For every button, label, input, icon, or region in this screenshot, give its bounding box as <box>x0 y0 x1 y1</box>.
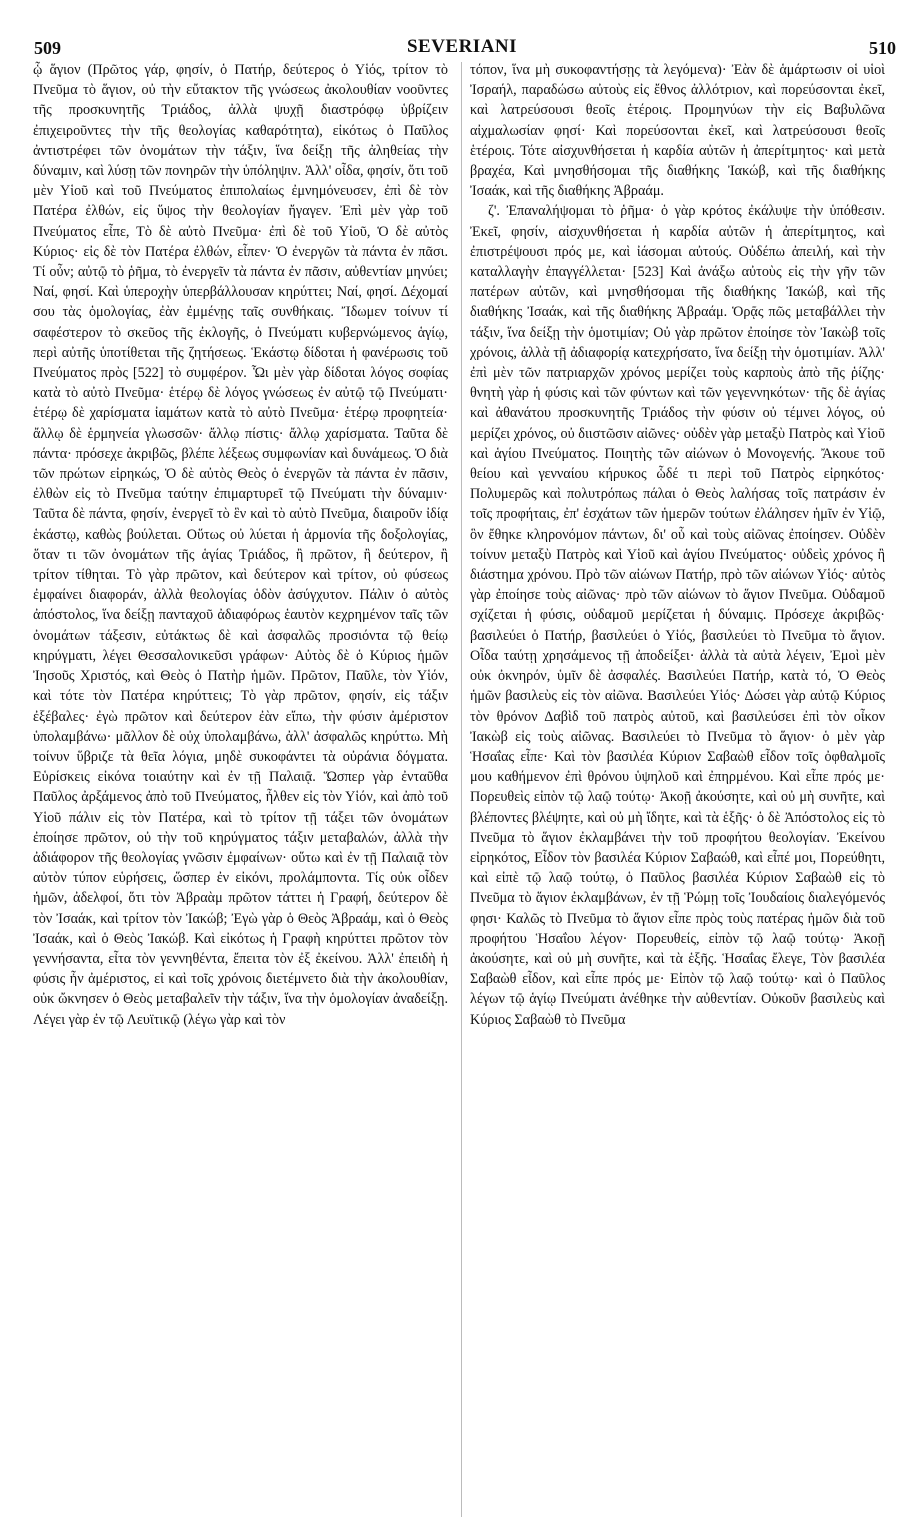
page-number-right: 510 <box>869 38 896 58</box>
right-column-paragraph-2: ζ'. Ἐπαναλήψομαι τὸ ῥῆμα· ὁ γὰρ κρότος ἐκάλυψε τὴν ὑπόθεσιν. Ἐκεῖ, φησίν, αἰσχυνθήσεται ἡ καρδία αὐτῶν ἡ ἀπερίτμητος, καὶ ἐπιστρέψουσι πρός με, καὶ ἰάσομαι αὐτούς. Οὐδέπω ἀπειλή, καὶ τὴν καταλλαγὴν ἐπαγγέλλεται· [523] Καὶ ἀνάξω αὐτοὺς εἰς τὴν γῆν τῶν πατέρων αὐτῶν, καὶ μνησθήσομαι τῆς διαθήκης Ἰακώβ, καὶ τῆς διαθήκης Ἰσαάκ, καὶ τῆς διαθήκης Ἀβραάμ. Ὁρᾷς πῶς μεταβάλλει τὴν τάξιν, ἵνα δείξῃ τὴν ὁμοτιμίαν; Οὐ γὰρ πρῶτον ἐποίησε τὸν Ἰακὼβ τοῖς χρόνοις, ἀλλὰ τῇ ἀδιαφορίᾳ κατεχρήσατο, ἵνα δείξῃ τὴν ὁμοτιμίαν. Ἀλλ' ἐπὶ μὲν τῶν πατριαρχῶν χρόνος μερίζει τοὺς καρποὺς ἀπὸ τῆς ῥίζης· θνητὴ γὰρ ἡ φύσις καὶ τῶν φύντων καὶ τῶν γεγεννηκότων· τῆς δὲ ἁγίας καὶ ἀθανάτου προσκυνητῆς Τριάδος τὴν φύσιν οὐ τέμνει λόγος, οὐ μερίζει χρόνος, οὐ διιστῶσιν αἰῶνες· οὐδὲν γὰρ μεταξὺ Πατρὸς καὶ Υἱοῦ καὶ ἁγίου Πνεύματος. Ποιητὴς τῶν αἰώνων ὁ Μονογενής. Ἄκουε τοῦ θείου καὶ γενναίου κήρυκος ὧδέ τι περὶ τοῦ Πατρὸς εἰρηκότος· Πολυμερῶς καὶ πολυτρόπως πάλαι ὁ Θεὸς λαλήσας τοῖς πατράσιν ἐν τοῖς προφήταις, ἐπ' ἐσχάτων τῶν ἡμερῶν τούτων ἐλάλησεν ἡμῖν ἐν Υἱῷ, ὃν ἔθηκε κληρονόμον πάντων, δι' οὗ καὶ τοὺς αἰῶνας ἐποίησεν. Οὐδὲν τοίνυν μεταξὺ Πατρὸς καὶ Υἱοῦ καὶ ἁγίου Πνεύματος· οὐδεὶς χρόνος ἢ διάστημα χρόνου. Πρὸ τῶν αἰώνων Πατήρ, πρὸ τῶν αἰώνων Υἱός· αὐτὸς γὰρ ἐποίησε τοὺς αἰῶνας· πρὸ τῶν αἰώνων τὸ ἅγιον Πνεῦμα. Οὐδαμοῦ σχίζεται ἡ φύσις, οὐδαμοῦ μερίζεται ἡ δύναμις. Πρόσεχε ἀκριβῶς· βασιλεύει ὁ Πατήρ, βασιλεύει ὁ Υἱός, βασιλεύει τὸ Πνεῦμα τὸ ἅγιον. Οἶδα ταύτῃ χρησάμενος τῇ ἀποδείξει· ἀλλὰ τὰ αὐτὰ λέγειν, Ἐμοὶ μὲν οὐκ ὀκνηρόν, ὑμῖν δὲ ἀσφαλές. Βασιλεύει Πατήρ, κατὰ τό, Ὁ Θεὸς ἡμῶν βασιλεὺς εἰς τὸν αἰῶνα. Βασιλεύει Υἱός· Δώσει γὰρ αὐτῷ Κύριος τὸν θρόνον Δαβὶδ τοῦ πατρὸς αὐτοῦ, καὶ βασιλεύσει ἐπὶ τὸν οἶκον Ἰακὼβ εἰς τοὺς αἰῶνας. Βασιλεύει τὸ Πνεῦμα τὸ ἅγιον· ὁ μὲν γὰρ Ἡσαΐας εἶπε· Καὶ τὸν βασιλέα Κύριον Σαβαὼθ εἶδον τοῖς ὀφθαλμοῖς μου καθήμενον ἐπὶ θρόνου ὑψηλοῦ καὶ ἐπηρμένου. Καὶ εἶπε πρός με· Πορευθεὶς εἰπὸν τῷ λαῷ τούτῳ· Ἀκοῇ ἀκούσητε, καὶ οὐ μὴ συνῆτε, καὶ βλέποντες βλέψητε, καὶ οὐ μὴ ἴδητε, καὶ τὰ ἑξῆς· ὁ δὲ Ἀπόστολος εἰς τὸ Πνεῦμα τὸ ἅγιον ἐκλαμβάνει τὴν τοῦ προφήτου θεολογίαν. Ἐκείνου εἰρηκότος, Εἶδον τὸν βασιλέα Κύριον Σαβαώθ, καὶ εἶπέ μοι, Πορεύθητι, καὶ εἰπὲ τῷ λαῷ τούτῳ, ὁ Παῦλος βασιλέα Κύριον Σαβαὼθ εἰς τὸ Πνεῦμα τὸ ἅγιον ἐκλαμβάνων, ἐν τῇ Ῥώμῃ τοῖς Ἰουδαίοις διαλεγόμενός φησι· Καλῶς τὸ Πνεῦμα τὸ ἅγιον εἶπε πρὸς τοὺς πατέρας ἡμῶν διὰ τοῦ προφήτου Ἡσαΐου λέγον· Πορευθείς, εἰπὸν τῷ λαῷ τούτῳ· Ἀκοῇ ἀκούσητε, καὶ οὐ μὴ συνῆτε, καὶ τὰ ἑξῆς. Ἡσαΐας ἔλεγε, Τὸν βασιλέα Σαβαὼθ εἶδον, καὶ εἶπε πρός με· Εἰπὸν τῷ λαῷ τούτῳ· καὶ ὁ Παῦλος λέγων τῷ ἁγίῳ Πνεύματι ἀνέθηκε τὴν αὐθεντίαν. Οὐκοῦν βασιλεὺς καὶ Κύριος Σαβαὼθ τὸ Πνεῦμα <box>470 203 885 1028</box>
column-divider <box>461 62 462 1517</box>
right-column-paragraph-1: τόπον, ἵνα μὴ συκοφαντήσῃς τὰ λεγόμενα)· Ἐὰν δὲ ἁμάρτωσιν οἱ υἱοὶ Ἰσραήλ, παραδώσω αὐτοὺς εἰς ἔθνος ἀλλότριον, καὶ πορεύσονται ἐκεῖ, καὶ λατρεύσουσι θεοῖς ἑτέροις. Προμηνύων τὴν εἰς Βαβυλῶνα αἰχμαλωσίαν φησί· Καὶ πορεύσονται ἐκεῖ, καὶ λατρεύσουσι θεοῖς ἑτέροις. Τότε αἰσχυνθήσεται ἡ καρδία αὐτῶν ἡ ἀπερίτμητος· καὶ μετὰ βραχέα, Καὶ μνησθήσομαι τῆς διαθήκης Ἰακώβ, καὶ τῆς διαθήκης Ἰσαάκ, καὶ τῆς διαθήκης Ἀβραάμ. <box>470 62 885 200</box>
left-column <box>33 60 448 1520</box>
page-number-left: 509 <box>34 38 61 58</box>
left-column-text: ᾧ ἅγιον (Πρῶτος γάρ, φησίν, ὁ Πατήρ, δεύτερος ὁ Υἱός, τρίτον τὸ Πνεῦμα τὸ ἅγιον, οὐ τὴν εὔτακτον τῆς γνώσεως ἀκολουθίαν νοοῦντες τῆς προσκυνητῆς Τριάδος, ἀλλὰ ψυχῇ διαστρόφῳ ὑβρίζειν ἐπιχειροῦντες τὴν τῆς θεολογίας καθαρότητα), εἰκότως ὁ Παῦλος ἀντιστρέφει τῶν ὀνομάτων τὴν τάξιν, ἵνα δείξῃ τῆς ἀληθείας τὴν δύναμιν, καὶ λύσῃ τῶν πονηρῶν τὴν ὑπόληψιν. Ἀλλ' οἶδα, φησίν, ὅτι τοῦ μὲν Υἱοῦ καὶ τοῦ Πνεύματος ἐπιπολαίως ἐμνημόνευσεν, ἐπὶ δὲ τὸν Πατέρα ἐλθών, εἰς ὕψος τὴν θεολογίαν ἤγαγεν. Ἐπὶ μὲν γὰρ τοῦ Πνεύματος εἶπε, Τὸ δὲ αὐτὸ Πνεῦμα· ἐπὶ δὲ τοῦ Υἱοῦ, Ὁ δὲ αὐτὸς Κύριος· εἰς δὲ τὸν Πατέρα ἐλθών, εἶπεν· Ὁ ἐνεργῶν τὰ πάντα ἐν πᾶσι. Τί οὖν; αὐτῷ τὸ ῥῆμα, τὸ ἐνεργεῖν τὰ πάντα ἐν πᾶσιν, αὐθεντίαν μηνύει; Ναί, φησί. Καὶ ὑπεροχὴν ὑπερβάλλουσαν κηρύττει; Ναί, φησί. Δέχομαί σου τὰς ὁμολογίας, ἐὰν ἐμμένῃς ταῖς συνθήκαις. Ἴδωμεν τοίνυν τί σαφέστερον τὸ σκεῦος τῆς ἐκλογῆς, ὁ Πνεύματι κυβερνώμενος ἁγίῳ, περὶ αὐτῆς ὑποτίθεται τῆς ζητήσεως. Ἑκάστῳ δίδοται ἡ φανέρωσις τοῦ Πνεύματος πρὸς [522] τὸ συμφέρον. Ὧι μὲν γὰρ δίδοται λόγος σοφίας κατὰ τὸ αὐτὸ Πνεῦμα· ἑτέρῳ δὲ λόγος γνώσεως ἐν αὐτῷ τῷ Πνεύματι· ἑτέρῳ δὲ χαρίσματα ἰαμάτων κατὰ τὸ αὐτὸ Πνεῦμα· ἑτέρῳ προφητεία· ἄλλῳ δὲ ἑρμηνεία γλωσσῶν· ἄλλῳ πίστις· ἄλλῳ χαρίσματα. Ταῦτα δὲ πάντα· πρόσεχε ἀκριβῶς, βλέπε λέξεως συμφωνίαν καὶ δυνάμεως. Ὁ διὰ τῶν πρώτων εἰρηκώς, Ὁ δὲ αὐτὸς Θεὸς ὁ ἐνεργῶν τὰ πάντα ἐν πᾶσιν, ἐλθὼν εἰς τὸ Πνεῦμα ταύτην ἐπιμαρτυρεῖ τῷ Πνεύματι τὴν δύναμιν· Ταῦτα δὲ πάντα, φησίν, ἐνεργεῖ τὸ ἓν καὶ τὸ αὐτὸ Πνεῦμα, διαιροῦν ἰδίᾳ ἑκάστῳ, καθὼς βούλεται. Οὕτως οὐ λύεται ἡ ἁρμονία τῆς δοξολογίας, ὅταν τι τῶν ὀνομάτων τῆς ἁγίας Τριάδος, ἢ πρῶτον, ἢ δεύτερον, ἢ τρίτον τίθηται. Τὸ γὰρ πρῶτον, καὶ δεύτερον καὶ τρίτον, οὐ φύσεως ἐμφαίνει διαφοράν, ἀλλὰ θεολογίας ὁδὸν ἀσύγχυτον. Πάλιν ὁ αὐτὸς ἀπόστολος, ἵνα δείξῃ πανταχοῦ ἀδιαφόρως ἑαυτὸν κεχρημένον ταῖς τῶν ὀνομάτων τάξεσιν, εὐτάκτως δὲ καὶ ἀσφαλῶς προσιόντα τῷ θείῳ κηρύγματι, λέγει Θεσσαλονικεῦσι γράφων· Αὐτὸς δὲ ὁ Κύριος ἡμῶν Ἰησοῦς Χριστός, καὶ Θεὸς ὁ Πατὴρ ἡμῶν. Πρῶτον, Παῦλε, τὸν Υἱόν, καὶ τότε τὸν Πατέρα κηρύττεις; Τὸ γὰρ πρῶτον, φησίν, εἰς τάξιν ἐξέβαλες· ἐγὼ πρῶτον καὶ δεύτερον ἐὰν εἴπω, τὴν φύσιν ἀμέριστον ὑπολαμβάνω· μᾶλλον δὲ οὐχ ὑπολαμβάνω, ἀλλ' ἀσφαλῶς κηρύττω. Μὴ τοίνυν ὕβριζε τὰ θεῖα λόγια, μηδὲ συκοφάντει τὰ οὐράνια δόγματα. Εὑρίσκεις εἰκόνα τοιαύτην καὶ ἐν τῇ Παλαιᾷ. Ὥσπερ γὰρ ἐνταῦθα Παῦλος ἀρξάμενος ἀπὸ τοῦ Πνεύματος, ἦλθεν εἰς τὸν Υἱόν, καὶ ἀπὸ τοῦ Υἱοῦ πάλιν εἰς τὸν Πατέρα, καὶ τὸ τρίτον τῇ τάξει τῶν ὀνομάτων ἐποίησε πρῶτον, οὐ τὴν τοῦ κηρύγματος τάξιν μεταβαλών, ἀλλὰ τὴν ἀδιάφορον τῆς θεολογίας γνῶσιν ἐμφαίνων· οὕτω καὶ ἐν τῇ Παλαιᾷ τὸν αὐτὸν τύπον εὑρήσεις, ὥσπερ ἐν εἰκόνι, προλάμποντα. Τίς οὐκ οἶδεν ἡμῶν, ἀδελφοί, ὅτι τὸν Ἀβραὰμ πρῶτον τάττει ἡ Γραφή, δεύτερον δὲ τὸν Ἰσαάκ, καὶ τρίτον τὸν Ἰακώβ; Ἐγὼ γὰρ ὁ Θεὸς Ἀβραάμ, καὶ ὁ Θεὸς Ἰσαάκ, καὶ ὁ Θεὸς Ἰακώβ. Καὶ εἰκότως ἡ Γραφὴ κηρύττει πρῶτον τὸν γεννήσαντα, εἶτα τὸν γεννηθέντα, ἔπειτα τὸν ἐξ ἐκείνου. Ἀλλ' ἐπειδὴ ἡ φύσις ἦν ἀμέριστος, εἰ καὶ τοῖς χρόνοις διετέμνετο διὰ τὴν ἀκολουθίαν, οὐκ ὤκνησεν ὁ Θεὸς μεταβαλεῖν τὴν τάξιν, ἵνα τὴν ὁμολογίαν ἀναδείξῃ. Λέγει γὰρ ἐν τῷ Λευϊτικῷ (λέγω γὰρ καὶ τὸν <box>33 62 448 1028</box>
page-header <box>0 8 924 58</box>
right-column <box>470 60 885 1520</box>
running-title: SEVERIANI <box>406 36 518 57</box>
